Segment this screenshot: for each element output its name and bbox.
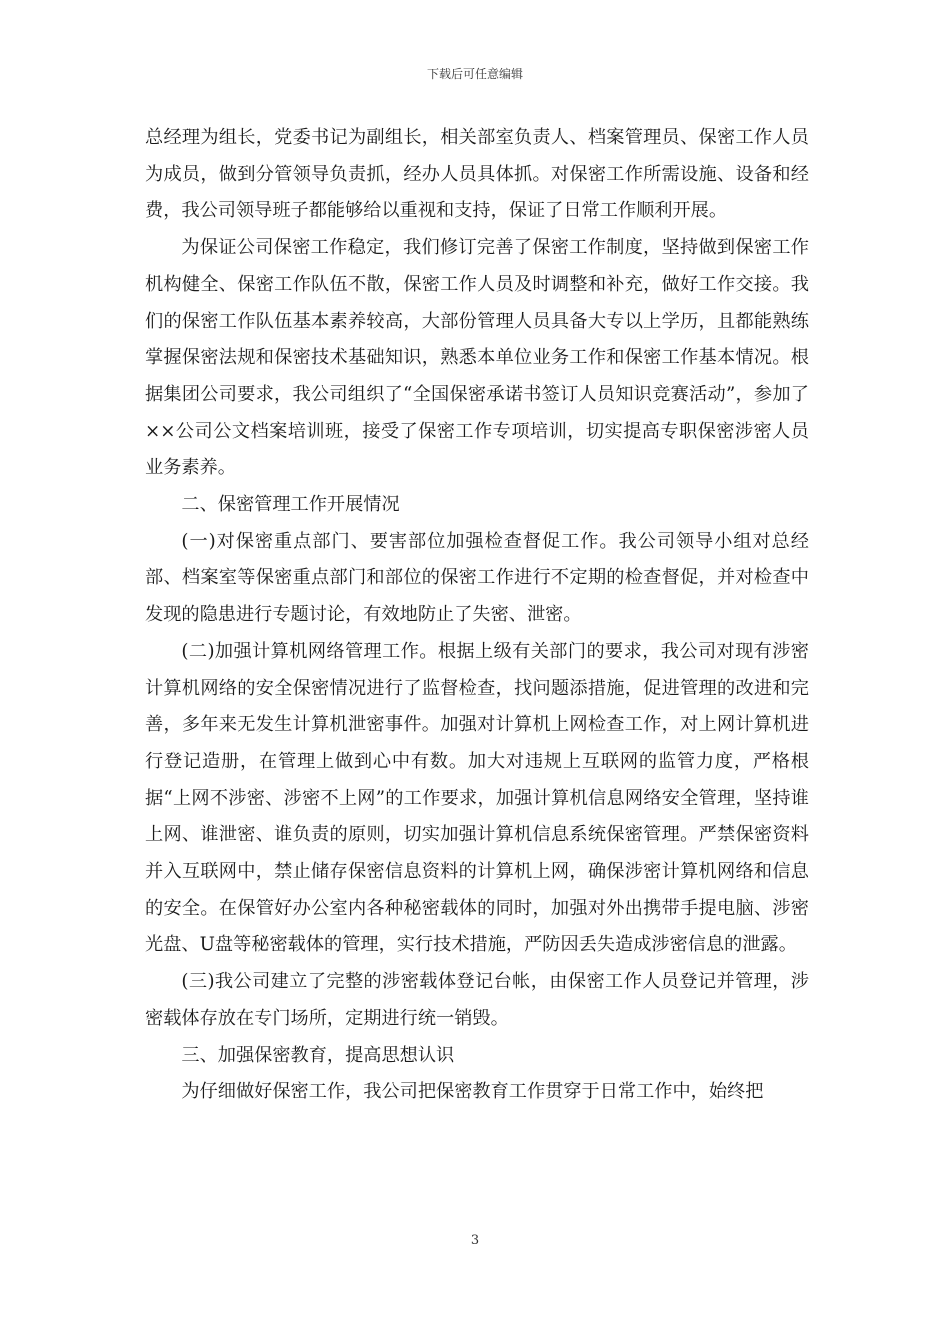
paragraph-1: 总经理为组长，党委书记为副组长，相关部室负责人、档案管理员、保密工作人员为成员，做到分管领导负责抓，经办人员具体抓。对保密工作所需设施、设备和经费，我公司领导班子都能够给以重视和支持，保证了日常工作顺利开展。 (145, 127, 809, 222)
section-heading-2: 二、保密管理工作开展情况 (181, 494, 400, 516)
section-heading-3: 三、加强保密教育，提高思想认识 (181, 1044, 455, 1066)
paragraph-2: 为保证公司保密工作稳定，我们修订完善了保密工作制度，坚持做到保密工作机构健全、保密工作队伍不散，保密工作人员及时调整和补充，做好工作交接。我们的保密工作队伍基本素养较高，大部份管理人员具备大专以上学历，且都能熟练掌握保密法规和保密技术基础知识，熟悉本单位业务工作和保密工作基本情况。根据集团公司要求，我公司组织了“全国保密承诺书签订人员知识竞赛活动”，参加了××公司公文档案培训班，接受了保密工作专项培训，切实提高专职保密涉密人员业务素养。 (145, 237, 809, 479)
page-number: 3 (470, 1233, 480, 1248)
paragraph-item-1: (一)对保密重点部门、要害部位加强检查督促工作。我公司领导小组对总经部、档案室等保密重点部门和部位的保密工作进行不定期的检查督促，并对检查中发现的隐患进行专题讨论，有效地防止了失密、泄密。 (145, 530, 809, 626)
document-body (145, 120, 809, 1111)
paragraph-item-2: (二)加强计算机网络管理工作。根据上级有关部门的要求，我公司对现有涉密计算机网络的安全保密情况进行了监督检查，找问题添措施，促进管理的改进和完善，多年来无发生计算机泄密事件。加强对计算机上网检查工作，对上网计算机进行登记造册，在管理上做到心中有数。加大对违规上互联网的监管力度，严格根据“上网不涉密、涉密不上网”的工作要求，加强计算机信息网络安全管理，坚持谁上网、谁泄密、谁负责的原则，切实加强计算机信息系统保密管理。严禁保密资料并入互联网中，禁止储存保密信息资料的计算机上网，确保涉密计算机网络和信息的安全。在保管好办公室内各种秘密载体的同时，加强对外出携带手提电脑、涉密光盘、U盘等秘密载体的管理，实行技术措施，严防因丢失造成涉密信息的泄露。 (145, 640, 809, 956)
paragraph-last: 为仔细做好保密工作，我公司把保密教育工作贯穿于日常工作中，始终把 (181, 1081, 764, 1103)
page-header-note: 下载后可任意编辑 (426, 67, 523, 81)
paragraph-item-3: (三)我公司建立了完整的涉密载体登记台帐，由保密工作人员登记并管理，涉密载体存放在专门场所，定期进行统一销毁。 (145, 971, 809, 1029)
